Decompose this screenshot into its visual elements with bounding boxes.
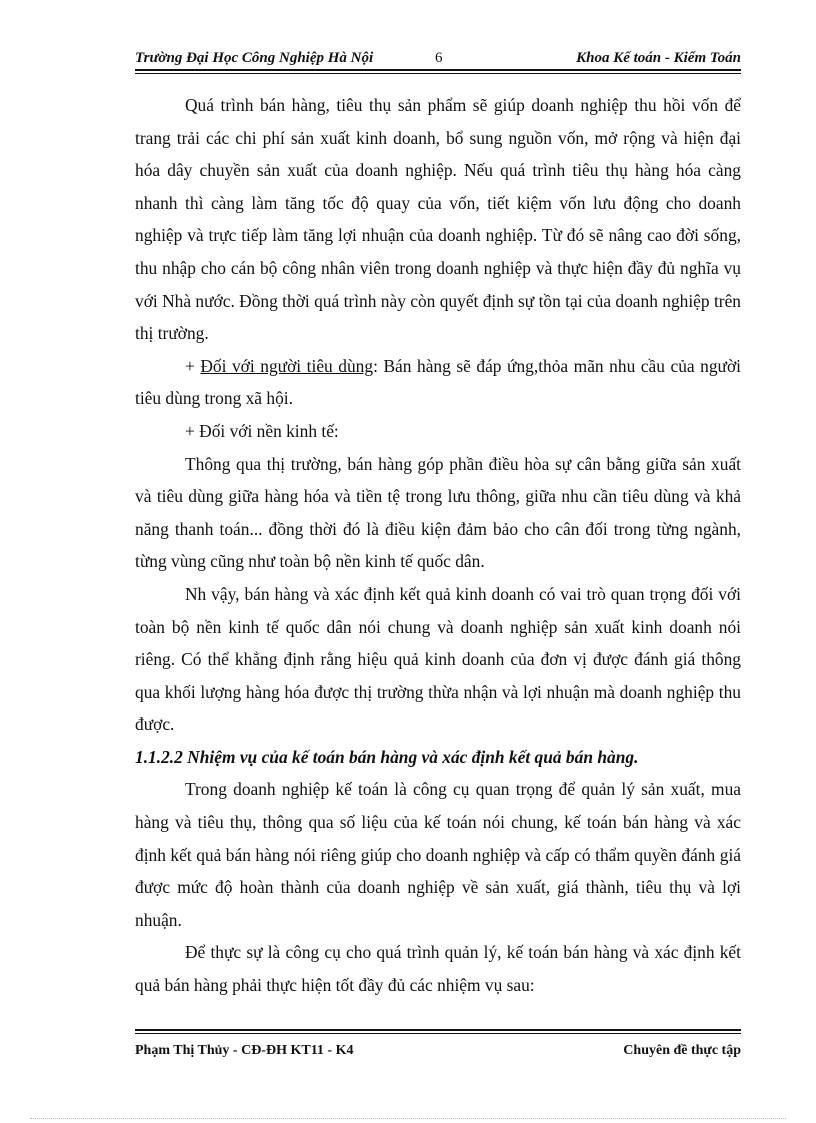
page-header xyxy=(135,48,741,68)
footer-author: Phạm Thị Thủy - CĐ-ĐH KT11 - K4 xyxy=(135,1043,354,1058)
footer-rule-thin xyxy=(135,1033,741,1034)
consumers-subheading: Đối với người tiêu dùng xyxy=(200,355,374,376)
paragraph-sales-importance: Quá trình bán hàng, tiêu thụ sản phẩm sẽ giúp doanh nghiệp thu hồi vốn để trang trải các chi phí sản xuất kinh doanh, bổ sung nguồn vốn, mở rộng và hiện đại hóa dây chuyền sản xuất của doanh nghiệp. Nếu quá trình tiêu thụ hàng hóa càng nhanh thì càng làm tăng tốc độ quay của vốn, tiết kiệm vốn lưu động cho doanh nghiệp và trực tiếp làm tăng lợi nhuận của doanh nghiệp. Từ đó sẽ nâng cao đời sống, thu nhập cho cán bộ công nhân viên trong doanh nghiệp và thực hiện đầy đủ nghĩa vụ với Nhà nước. Đồng thời quá trình này còn quyết định sự tồn tại của doanh nghiệp trên thị trường. xyxy=(135,95,741,344)
header-rule-thick xyxy=(135,69,741,71)
paragraph-conclusion: Nh vậy, bán hàng và xác định kết quả kinh doanh có vai trò quan trọng đối với toàn bộ nền kinh tế quốc dân nói chung và doanh nghiệp sản xuất kinh doanh nói riêng. Có thể khẳng định rằng hiệu quả kinh doanh của đơn vị được đánh giá thông qua khối lượng hàng hóa được thị trường thừa nhận và lợi nhuận mà doanh nghiệp thu được. xyxy=(135,583,741,735)
paragraph-economy: Thông qua thị trường, bán hàng góp phần điều hòa sự cân bằng giữa sản xuất và tiêu dùng giữa hàng hóa và tiền tệ trong lưu thông, giữa nhu cần tiêu dùng và khả năng thanh toán... đồng thời đó là điều kiện đảm bảo cho cân đối trong từng ngành, từng vùng cũng như toàn bộ nền kinh tế quốc dân. xyxy=(135,453,741,572)
paragraph-consumers xyxy=(135,350,741,415)
paragraph-economy-heading: + Đối với nền kinh tế: xyxy=(185,420,339,441)
document-body xyxy=(135,89,741,1002)
header-school-name: Trường Đại Học Công Nghiệp Hà Nội xyxy=(135,50,374,66)
header-page-number: 6 xyxy=(435,50,443,66)
section-heading: 1.1.2.2 Nhiệm vụ của kế toán bán hàng và xác định kết quả bán hàng. xyxy=(135,746,639,767)
paragraph-tasks-intro: Để thực sự là công cụ cho quá trình quản lý, kế toán bán hàng và xác định kết quả bán hàng phải thực hiện tốt đầy đủ các nhiệm vụ sau: xyxy=(135,942,741,996)
page-bottom-edge xyxy=(30,1118,786,1119)
bullet-prefix: + xyxy=(185,355,201,376)
footer-rule-thick xyxy=(135,1029,741,1031)
header-rule-thin xyxy=(135,73,741,74)
footer-report-type: Chuyên đề thực tập xyxy=(623,1043,741,1058)
paragraph-accounting-role: Trong doanh nghiệp kế toán là công cụ quan trọng để quản lý sản xuất, mua hàng và tiêu thụ, thông qua số liệu của kế toán nói chung, kế toán bán hàng và xác định kết quả bán hàng nói riêng giúp cho doanh nghiệp và cấp có thẩm quyền đánh giá được mức độ hoàn thành của doanh nghiệp về sản xuất, giá thành, tiêu thụ và lợi nhuận. xyxy=(135,779,741,930)
page-footer xyxy=(135,1040,741,1062)
consumers-text: : Bán hàng sẽ đáp ứng,thỏa mãn nhu cầu của người tiêu dùng trong xã hội. xyxy=(135,355,742,409)
header-faculty-name: Khoa Kế toán - Kiểm Toán xyxy=(576,50,741,66)
